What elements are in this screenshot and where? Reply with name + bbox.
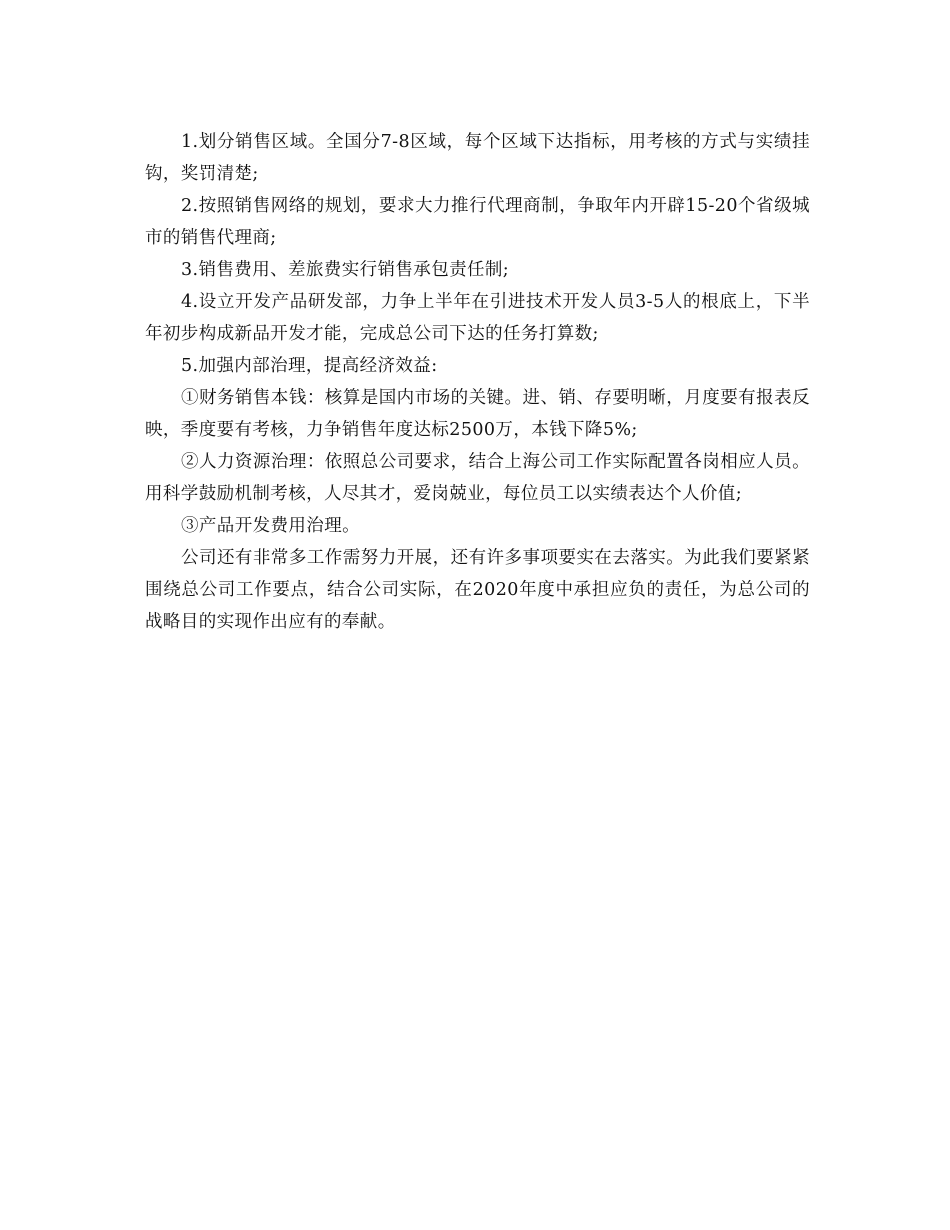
- paragraph-sales-expenses: 3.销售费用、差旅费实行销售承包责任制;: [181, 260, 510, 280]
- paragraph-product-dev-cost: ③产品开发费用治理。: [181, 516, 360, 536]
- paragraph-sales-regions: 1.划分销售区域。全国分7-8区域，每个区域下达指标，用考核的方式与实绩挂钩，奖罚清楚;: [145, 132, 810, 184]
- paragraph-conclusion: 公司还有非常多工作需努力开展，还有许多事项要实在去落实。为此我们要紧紧围绕总公司工作要点，结合公司实际，在2020年度中承担应负的责任，为总公司的战略目的实现作出应有的奉献。: [145, 548, 810, 632]
- paragraph-agent-system: 2.按照销售网络的规划，要求大力推行代理商制，争取年内开辟15-20个省级城市的销售代理商;: [145, 196, 810, 248]
- paragraph-internal-management: 5.加强内部治理，提高经济效益:: [181, 356, 438, 376]
- paragraph-finance-cost: ①财务销售本钱：核算是国内市场的关键。进、销、存要明晰，月度要有报表反映，季度要有考核，力争销售年度达标2500万，本钱下降5%;: [145, 388, 810, 440]
- paragraph-human-resources: ②人力资源治理：依照总公司要求，结合上海公司工作实际配置各岗相应人员。用科学鼓励机制考核，人尽其才，爱岗兢业，每位员工以实绩表达个人价值;: [145, 452, 810, 504]
- paragraph-rd-department: 4.设立开发产品研发部，力争上半年在引进技术开发人员3-5人的根底上，下半年初步构成新品开发才能，完成总公司下达的任务打算数;: [145, 292, 810, 344]
- document-body: [145, 126, 810, 638]
